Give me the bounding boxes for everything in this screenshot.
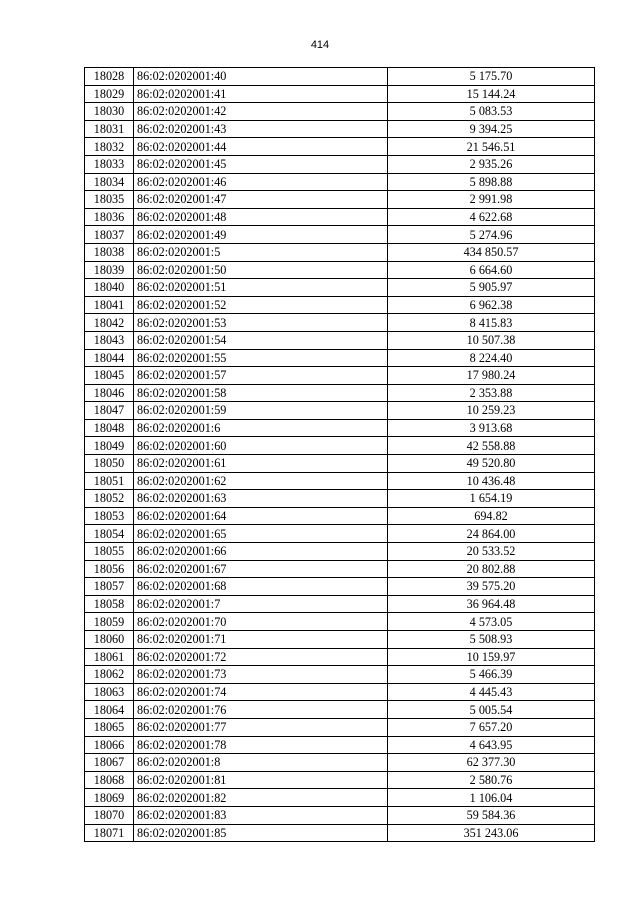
value-cell: 39 575.20 (388, 578, 595, 596)
value-cell: 5 898.88 (388, 173, 595, 191)
cadastral-number-cell: 86:02:0202001:49 (134, 226, 388, 244)
row-number-cell: 18051 (85, 472, 134, 490)
table-row (85, 806, 595, 824)
row-number-cell: 18061 (85, 648, 134, 666)
value-cell: 5 005.54 (388, 701, 595, 719)
row-number-cell: 18050 (85, 455, 134, 473)
table-row (85, 437, 595, 455)
cadastral-number-cell: 86:02:0202001:50 (134, 261, 388, 279)
row-number-cell: 18053 (85, 507, 134, 525)
cadastral-number-cell: 86:02:0202001:81 (134, 771, 388, 789)
value-cell: 4 573.05 (388, 613, 595, 631)
row-number-cell: 18067 (85, 754, 134, 772)
row-number-cell: 18049 (85, 437, 134, 455)
row-number-cell: 18048 (85, 419, 134, 437)
cadastral-number-cell: 86:02:0202001:77 (134, 718, 388, 736)
cadastral-number-cell: 86:02:0202001:62 (134, 472, 388, 490)
row-number-cell: 18036 (85, 208, 134, 226)
table-row (85, 261, 595, 279)
row-number-cell: 18033 (85, 155, 134, 173)
cadastral-number-cell: 86:02:0202001:72 (134, 648, 388, 666)
row-number-cell: 18029 (85, 85, 134, 103)
table-row (85, 560, 595, 578)
table-row (85, 138, 595, 156)
value-cell: 59 584.36 (388, 806, 595, 824)
row-number-cell: 18045 (85, 367, 134, 385)
cadastral-number-cell: 86:02:0202001:5 (134, 243, 388, 261)
value-cell: 10 259.23 (388, 402, 595, 420)
cadastral-number-cell: 86:02:0202001:43 (134, 120, 388, 138)
table-row (85, 85, 595, 103)
table-row (85, 191, 595, 209)
value-cell: 17 980.24 (388, 367, 595, 385)
cadastral-number-cell: 86:02:0202001:65 (134, 525, 388, 543)
cadastral-number-cell: 86:02:0202001:70 (134, 613, 388, 631)
table-row (85, 402, 595, 420)
value-cell: 5 274.96 (388, 226, 595, 244)
table-row (85, 68, 595, 86)
cadastral-number-cell: 86:02:0202001:74 (134, 683, 388, 701)
table-row (85, 296, 595, 314)
cadastral-number-cell: 86:02:0202001:82 (134, 789, 388, 807)
table-row (85, 789, 595, 807)
row-number-cell: 18032 (85, 138, 134, 156)
value-cell: 2 991.98 (388, 191, 595, 209)
row-number-cell: 18040 (85, 279, 134, 297)
row-number-cell: 18066 (85, 736, 134, 754)
row-number-cell: 18070 (85, 806, 134, 824)
table-row (85, 824, 595, 842)
row-number-cell: 18047 (85, 402, 134, 420)
row-number-cell: 18052 (85, 490, 134, 508)
cadastral-number-cell: 86:02:0202001:67 (134, 560, 388, 578)
table-row (85, 367, 595, 385)
value-cell: 1 654.19 (388, 490, 595, 508)
value-cell: 36 964.48 (388, 595, 595, 613)
row-number-cell: 18063 (85, 683, 134, 701)
value-cell: 2 580.76 (388, 771, 595, 789)
row-number-cell: 18038 (85, 243, 134, 261)
cadastral-number-cell: 86:02:0202001:8 (134, 754, 388, 772)
table-row (85, 736, 595, 754)
cadastral-number-cell: 86:02:0202001:59 (134, 402, 388, 420)
cadastral-number-cell: 86:02:0202001:63 (134, 490, 388, 508)
cadastral-number-cell: 86:02:0202001:58 (134, 384, 388, 402)
row-number-cell: 18068 (85, 771, 134, 789)
table-row (85, 595, 595, 613)
value-cell: 62 377.30 (388, 754, 595, 772)
table-body (85, 68, 595, 842)
cadastral-number-cell: 86:02:0202001:48 (134, 208, 388, 226)
table-row (85, 718, 595, 736)
cadastral-value-table (84, 67, 595, 842)
cadastral-number-cell: 86:02:0202001:52 (134, 296, 388, 314)
row-number-cell: 18059 (85, 613, 134, 631)
table-row (85, 173, 595, 191)
cadastral-number-cell: 86:02:0202001:60 (134, 437, 388, 455)
row-number-cell: 18031 (85, 120, 134, 138)
table-row (85, 507, 595, 525)
value-cell: 5 466.39 (388, 666, 595, 684)
table-row (85, 455, 595, 473)
row-number-cell: 18064 (85, 701, 134, 719)
row-number-cell: 18028 (85, 68, 134, 86)
value-cell: 4 643.95 (388, 736, 595, 754)
table-row (85, 701, 595, 719)
table-row (85, 155, 595, 173)
value-cell: 15 144.24 (388, 85, 595, 103)
table-row (85, 578, 595, 596)
cadastral-number-cell: 86:02:0202001:57 (134, 367, 388, 385)
value-cell: 4 445.43 (388, 683, 595, 701)
value-cell: 20 802.88 (388, 560, 595, 578)
table-row (85, 490, 595, 508)
cadastral-number-cell: 86:02:0202001:66 (134, 543, 388, 561)
row-number-cell: 18058 (85, 595, 134, 613)
value-cell: 5 905.97 (388, 279, 595, 297)
table-row (85, 613, 595, 631)
cadastral-number-cell: 86:02:0202001:61 (134, 455, 388, 473)
value-cell: 694.82 (388, 507, 595, 525)
cadastral-number-cell: 86:02:0202001:73 (134, 666, 388, 684)
table-row (85, 648, 595, 666)
value-cell: 5 083.53 (388, 103, 595, 121)
cadastral-number-cell: 86:02:0202001:46 (134, 173, 388, 191)
table-row (85, 331, 595, 349)
cadastral-number-cell: 86:02:0202001:64 (134, 507, 388, 525)
cadastral-number-cell: 86:02:0202001:53 (134, 314, 388, 332)
cadastral-number-cell: 86:02:0202001:78 (134, 736, 388, 754)
value-cell: 1 106.04 (388, 789, 595, 807)
table-row (85, 683, 595, 701)
value-cell: 2 353.88 (388, 384, 595, 402)
row-number-cell: 18062 (85, 666, 134, 684)
row-number-cell: 18041 (85, 296, 134, 314)
table-row (85, 472, 595, 490)
table-row (85, 754, 595, 772)
row-number-cell: 18030 (85, 103, 134, 121)
row-number-cell: 18039 (85, 261, 134, 279)
cadastral-number-cell: 86:02:0202001:6 (134, 419, 388, 437)
value-cell: 2 935.26 (388, 155, 595, 173)
row-number-cell: 18034 (85, 173, 134, 191)
value-cell: 6 962.38 (388, 296, 595, 314)
row-number-cell: 18060 (85, 631, 134, 649)
cadastral-number-cell: 86:02:0202001:85 (134, 824, 388, 842)
row-number-cell: 18042 (85, 314, 134, 332)
value-cell: 8 415.83 (388, 314, 595, 332)
row-number-cell: 18056 (85, 560, 134, 578)
cadastral-number-cell: 86:02:0202001:51 (134, 279, 388, 297)
row-number-cell: 18035 (85, 191, 134, 209)
row-number-cell: 18057 (85, 578, 134, 596)
row-number-cell: 18055 (85, 543, 134, 561)
value-cell: 5 175.70 (388, 68, 595, 86)
table-row (85, 666, 595, 684)
table-row (85, 543, 595, 561)
row-number-cell: 18054 (85, 525, 134, 543)
value-cell: 6 664.60 (388, 261, 595, 279)
cadastral-number-cell: 86:02:0202001:40 (134, 68, 388, 86)
table-row (85, 103, 595, 121)
row-number-cell: 18044 (85, 349, 134, 367)
table-row (85, 631, 595, 649)
value-cell: 7 657.20 (388, 718, 595, 736)
value-cell: 42 558.88 (388, 437, 595, 455)
page-number: 414 (310, 39, 330, 51)
table-row (85, 279, 595, 297)
value-cell: 24 864.00 (388, 525, 595, 543)
table-row (85, 771, 595, 789)
row-number-cell: 18065 (85, 718, 134, 736)
table-row (85, 208, 595, 226)
value-cell: 49 520.80 (388, 455, 595, 473)
row-number-cell: 18046 (85, 384, 134, 402)
cadastral-number-cell: 86:02:0202001:68 (134, 578, 388, 596)
row-number-cell: 18071 (85, 824, 134, 842)
row-number-cell: 18043 (85, 331, 134, 349)
value-cell: 10 436.48 (388, 472, 595, 490)
cadastral-number-cell: 86:02:0202001:76 (134, 701, 388, 719)
value-cell: 5 508.93 (388, 631, 595, 649)
value-cell: 20 533.52 (388, 543, 595, 561)
value-cell: 10 159.97 (388, 648, 595, 666)
cadastral-number-cell: 86:02:0202001:45 (134, 155, 388, 173)
cadastral-number-cell: 86:02:0202001:41 (134, 85, 388, 103)
cadastral-number-cell: 86:02:0202001:7 (134, 595, 388, 613)
cadastral-number-cell: 86:02:0202001:44 (134, 138, 388, 156)
cadastral-number-cell: 86:02:0202001:55 (134, 349, 388, 367)
value-cell: 351 243.06 (388, 824, 595, 842)
value-cell: 3 913.68 (388, 419, 595, 437)
value-cell: 8 224.40 (388, 349, 595, 367)
value-cell: 434 850.57 (388, 243, 595, 261)
table-row (85, 226, 595, 244)
cadastral-number-cell: 86:02:0202001:71 (134, 631, 388, 649)
cadastral-number-cell: 86:02:0202001:83 (134, 806, 388, 824)
table-row (85, 243, 595, 261)
cadastral-number-cell: 86:02:0202001:47 (134, 191, 388, 209)
row-number-cell: 18069 (85, 789, 134, 807)
row-number-cell: 18037 (85, 226, 134, 244)
table-row (85, 314, 595, 332)
table-row (85, 384, 595, 402)
table-row (85, 525, 595, 543)
cadastral-number-cell: 86:02:0202001:42 (134, 103, 388, 121)
value-cell: 9 394.25 (388, 120, 595, 138)
value-cell: 21 546.51 (388, 138, 595, 156)
table-row (85, 120, 595, 138)
cadastral-number-cell: 86:02:0202001:54 (134, 331, 388, 349)
value-cell: 10 507.38 (388, 331, 595, 349)
table-row (85, 419, 595, 437)
table-row (85, 349, 595, 367)
value-cell: 4 622.68 (388, 208, 595, 226)
